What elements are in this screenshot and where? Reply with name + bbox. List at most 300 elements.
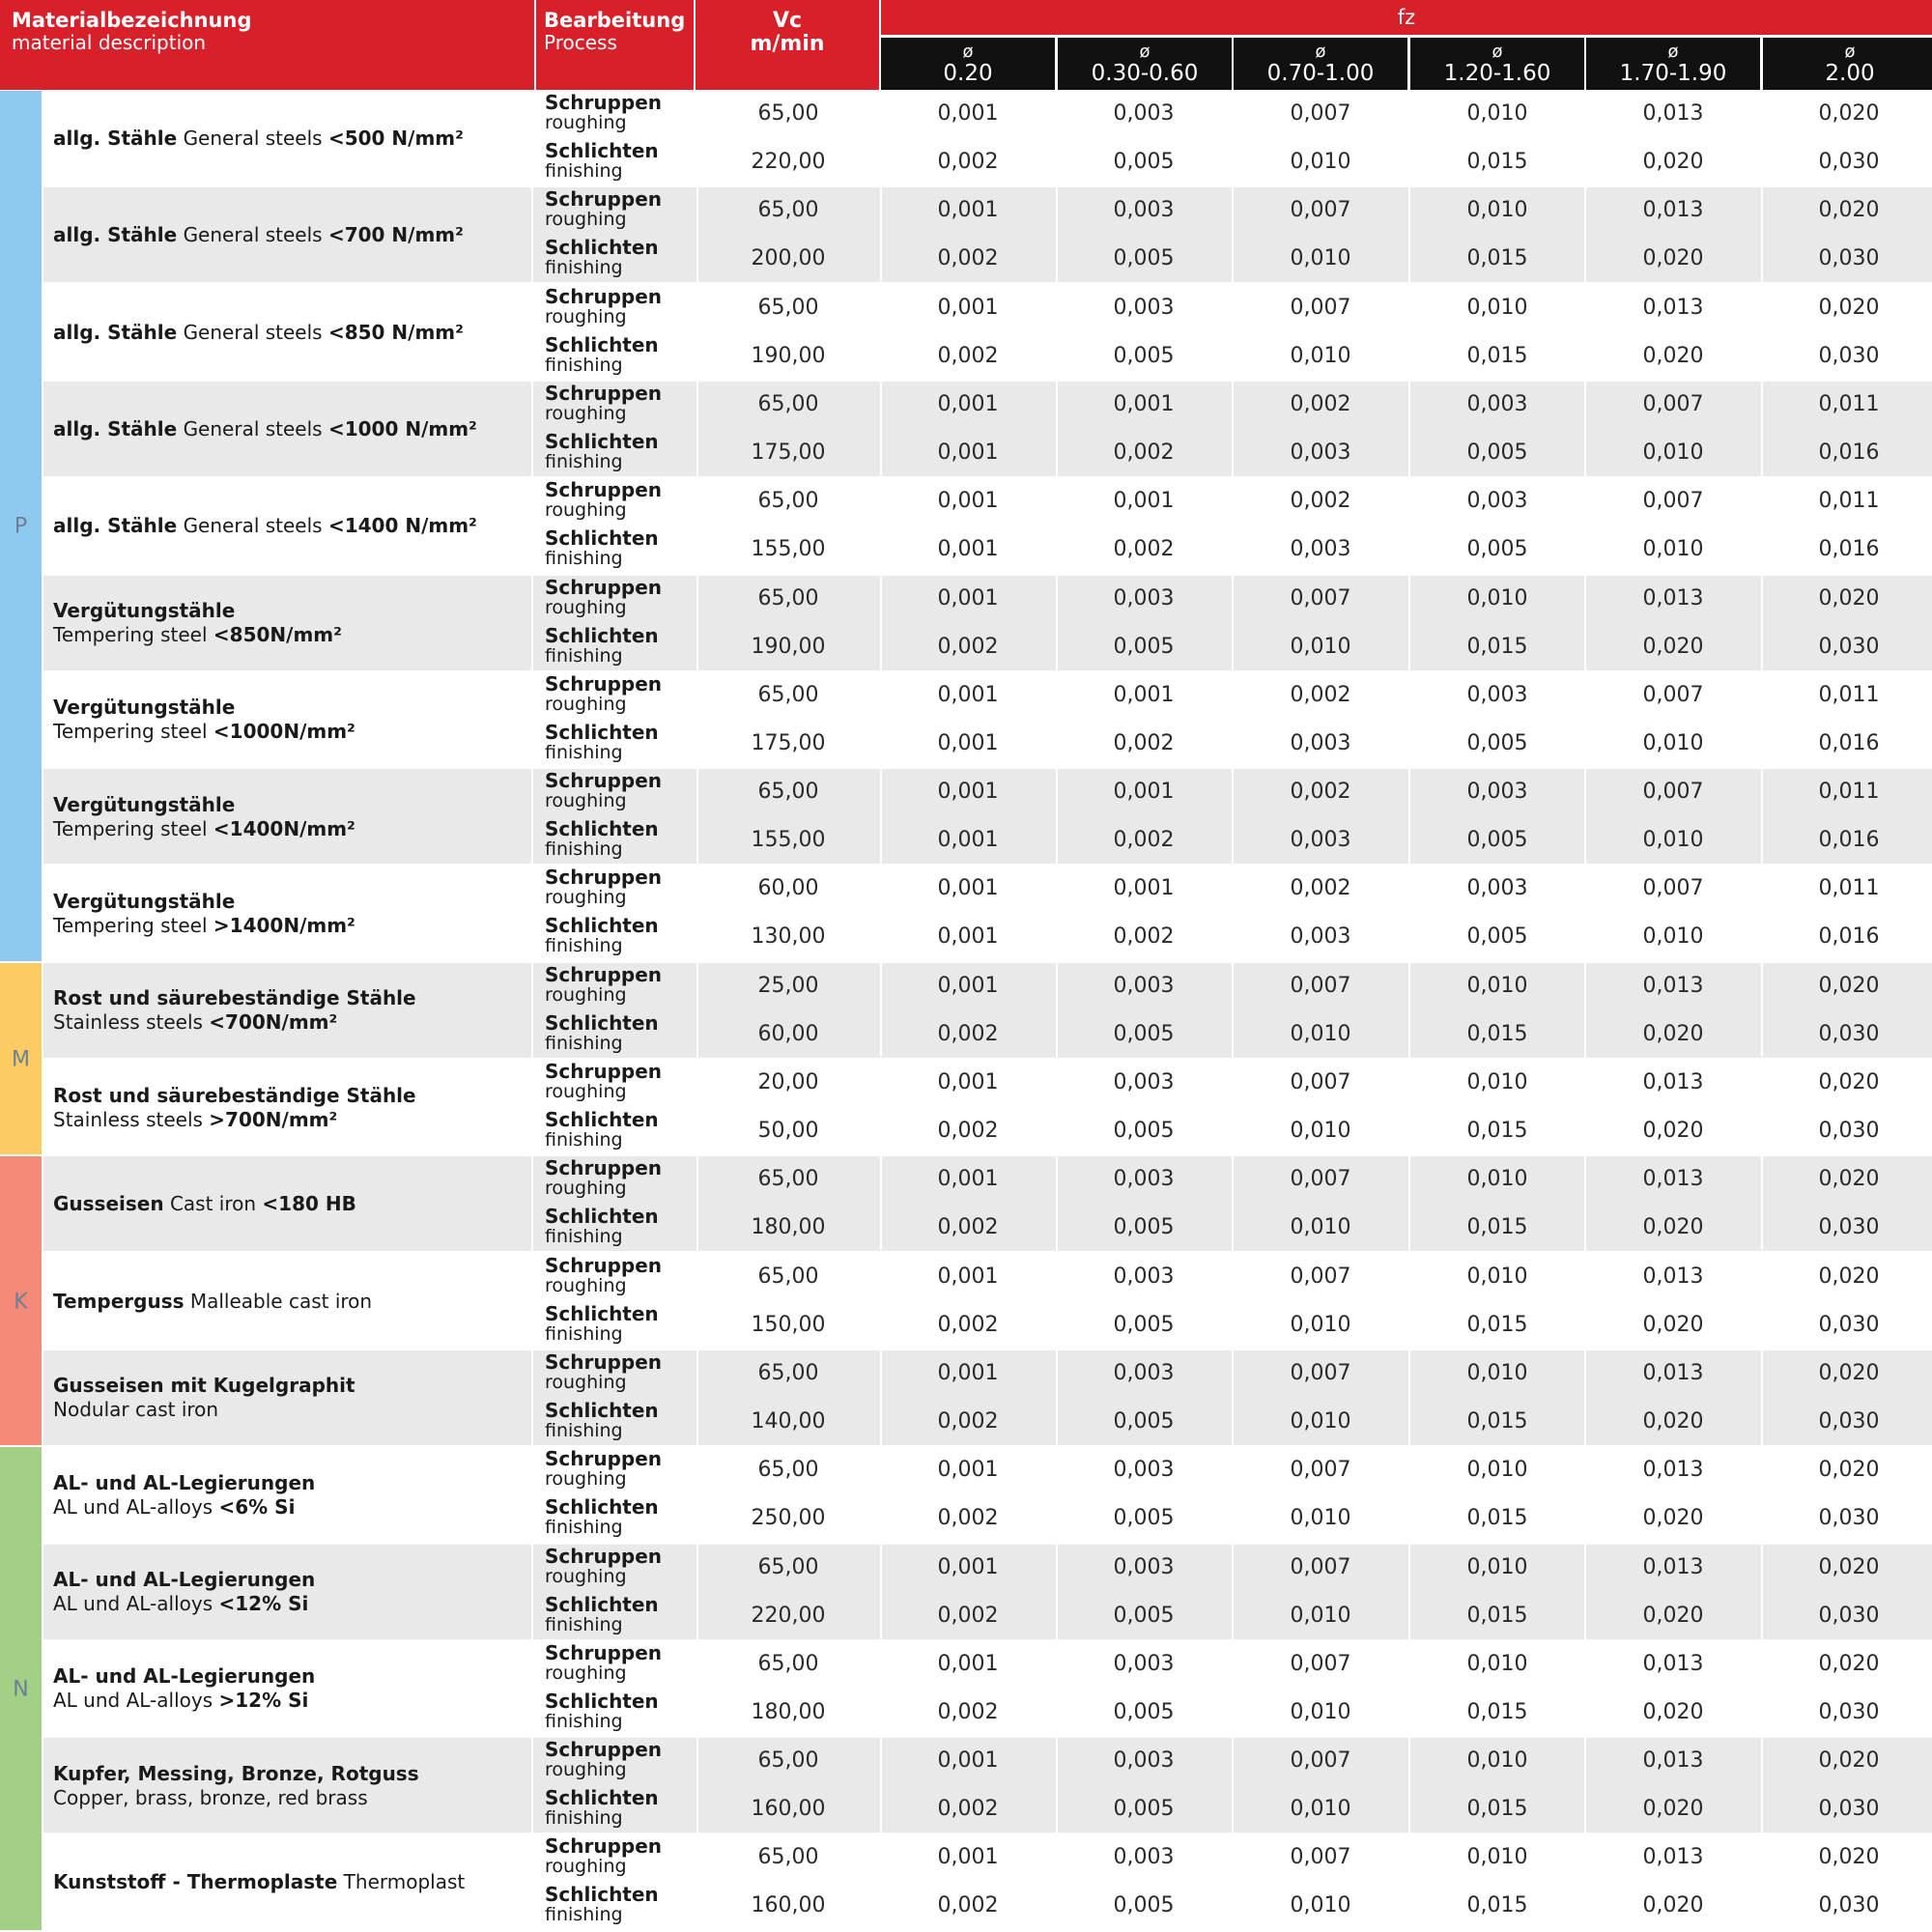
feed-value: 0,015 [1466, 1215, 1528, 1240]
feed-value: 0,015 [1466, 634, 1528, 659]
process-roughing [545, 575, 699, 618]
feed-value: 0,007 [1290, 1845, 1351, 1870]
material-spec: <180 HB [262, 1192, 356, 1216]
process-label-de: Schlichten [545, 720, 659, 744]
feed-value: 0,002 [1113, 924, 1175, 950]
feed-value: 0,003 [1466, 876, 1528, 901]
feed-value: 0,020 [1642, 246, 1704, 271]
feed-value: 0,003 [1113, 1748, 1175, 1774]
feed-value: 0,005 [1466, 828, 1528, 853]
feed-value: 0,002 [937, 1797, 999, 1822]
material-name-de: Kupfer, Messing, Bronze, Rotguss [53, 1761, 419, 1785]
process-roughing [545, 1449, 699, 1490]
column-divider [531, 963, 533, 1059]
feed-value: 0,015 [1466, 1506, 1528, 1531]
material-spec: <700N/mm² [209, 1010, 338, 1035]
material-name-de: allg. Stähle [53, 416, 178, 440]
header-process-en: Process [544, 31, 617, 54]
process-finishing [545, 528, 699, 569]
feed-value: 0,013 [1642, 1264, 1704, 1289]
diameter-symbol: ø [962, 42, 974, 62]
feed-value: 0,001 [937, 828, 999, 853]
feed-value: 0,001 [937, 1845, 999, 1870]
feed-value: 0,005 [1113, 1021, 1175, 1046]
material-group-label: M [12, 1047, 30, 1072]
diameter-value: 0.20 [943, 61, 993, 86]
process-label-en: roughing [545, 112, 627, 133]
column-divider [531, 576, 533, 671]
process-roughing [545, 189, 699, 230]
material-name-de: Vergütungstähle [53, 599, 236, 622]
material-name-en: General steels [183, 127, 323, 150]
feed-value: 0,020 [1642, 1603, 1704, 1628]
feed-value: 0,013 [1642, 1360, 1704, 1385]
feed-value: 0,030 [1818, 1893, 1880, 1918]
feed-value: 0,001 [937, 730, 999, 755]
process-label-en: roughing [545, 596, 627, 618]
feed-value: 0,010 [1642, 440, 1704, 465]
cutting-speed-value: 65,00 [757, 1264, 819, 1289]
material-name-en: AL und AL-alloys [53, 1494, 213, 1519]
feed-value: 0,002 [1113, 537, 1175, 562]
feed-value: 0,003 [1113, 1360, 1175, 1385]
feed-value: 0,003 [1466, 780, 1528, 805]
material-name-line [53, 1398, 531, 1422]
process-label-en: finishing [545, 1032, 623, 1054]
material-name-de: Gusseisen mit Kugelgraphit [53, 1374, 355, 1398]
column-divider [531, 1738, 533, 1833]
material-group-label: N [13, 1677, 29, 1702]
feed-value: 0,005 [1113, 634, 1175, 659]
feed-value: 0,002 [1290, 682, 1351, 707]
cutting-speed-value: 220,00 [751, 1603, 826, 1628]
feed-value: 0,002 [937, 150, 999, 174]
material-name-de: allg. Stähle [53, 514, 178, 538]
material-row [43, 1156, 1932, 1252]
feed-value: 0,007 [1290, 585, 1351, 611]
process-roughing [545, 1740, 699, 1780]
process-label-de: Schlichten [545, 1205, 659, 1229]
material-spec: <500 N/mm² [327, 127, 464, 150]
process-label-de: Schruppen [545, 1350, 663, 1374]
column-divider [531, 382, 533, 477]
material-name-en: Thermoplast [343, 1870, 466, 1894]
diameter-symbol: ø [1315, 42, 1326, 62]
process-label-de: Schlichten [545, 332, 659, 356]
material-description [43, 576, 531, 671]
process-label-en: roughing [545, 1178, 627, 1200]
process-roughing [545, 771, 699, 811]
diameter-header-cell [1763, 38, 1932, 90]
process-finishing [545, 1885, 699, 1925]
process-label-en: finishing [545, 257, 623, 279]
feed-value: 0,013 [1642, 973, 1704, 998]
material-name-de: allg. Stähle [53, 223, 178, 247]
material-spec: >12% Si [218, 1689, 309, 1713]
material-name-en: General steels [183, 320, 323, 344]
cutting-speed-value: 200,00 [751, 246, 826, 271]
feed-value: 0,002 [1290, 391, 1351, 416]
column-divider [531, 478, 533, 574]
process-roughing [545, 381, 699, 424]
material-name-en: Malleable cast iron [189, 1289, 373, 1313]
feed-value: 0,020 [1642, 1506, 1704, 1531]
cutting-speed-value: 65,00 [757, 585, 819, 611]
feed-value: 0,002 [1290, 780, 1351, 805]
process-finishing [545, 1497, 699, 1538]
feed-value: 0,010 [1290, 246, 1351, 271]
feed-value: 0,010 [1466, 1845, 1528, 1870]
feed-value: 0,030 [1818, 150, 1880, 174]
process-label-en: finishing [545, 1226, 623, 1248]
diameter-value: 1.70-1.90 [1619, 61, 1727, 86]
header-material [0, 0, 534, 90]
material-name-line [53, 1786, 531, 1810]
feed-value: 0,001 [937, 1748, 999, 1774]
feed-value: 0,007 [1290, 1167, 1351, 1192]
feed-value: 0,013 [1642, 1748, 1704, 1774]
feed-value: 0,010 [1466, 101, 1528, 126]
process-label-en: finishing [545, 644, 623, 667]
material-row [43, 91, 1932, 186]
material-name-line [53, 1762, 531, 1786]
process-label-en: roughing [545, 209, 627, 231]
feed-value: 0,007 [1290, 1264, 1351, 1289]
material-row [43, 672, 1932, 768]
material-row [43, 1545, 1932, 1640]
feed-value: 0,010 [1290, 1699, 1351, 1724]
feed-value: 0,020 [1818, 585, 1880, 611]
feed-value: 0,003 [1113, 1264, 1175, 1289]
process-label-en: finishing [545, 354, 623, 376]
feed-value: 0,007 [1642, 391, 1704, 416]
material-spec: <12% Si [218, 1592, 309, 1615]
feed-value: 0,010 [1466, 295, 1528, 320]
cutting-speed-value: 65,00 [757, 489, 819, 514]
process-label-en: roughing [545, 499, 627, 522]
process-label-de: Schlichten [545, 623, 659, 647]
feed-value: 0,020 [1642, 150, 1704, 174]
cutting-speed-value: 175,00 [751, 440, 826, 465]
feed-value: 0,003 [1113, 585, 1175, 611]
feed-value: 0,002 [937, 1893, 999, 1918]
process-label-de: Schlichten [545, 1592, 659, 1616]
process-label-en: roughing [545, 887, 627, 909]
material-name-de: Vergütungstähle [53, 792, 236, 816]
feed-value: 0,001 [937, 973, 999, 998]
feed-value: 0,010 [1290, 343, 1351, 368]
material-description [43, 1738, 531, 1833]
process-label-en: roughing [545, 790, 627, 812]
feed-value: 0,010 [1466, 1651, 1528, 1676]
process-label-en: roughing [545, 1081, 627, 1102]
process-roughing [545, 1640, 699, 1684]
process-label-de: Schlichten [545, 1495, 659, 1520]
feed-value: 0,007 [1290, 1651, 1351, 1676]
feed-value: 0,002 [1113, 440, 1175, 465]
process-label-de: Schlichten [545, 1398, 659, 1422]
feed-value: 0,007 [1642, 876, 1704, 901]
feed-value: 0,010 [1290, 1215, 1351, 1240]
material-description [43, 382, 531, 477]
material-name-de: AL- und AL-Legierungen [53, 1664, 316, 1689]
process-label-de: Schlichten [545, 1786, 659, 1810]
material-name-line [53, 1374, 531, 1398]
material-name-de: Gusseisen [53, 1192, 164, 1216]
material-spec: <1000N/mm² [213, 720, 355, 744]
material-name-line [53, 417, 531, 441]
column-divider [531, 91, 533, 186]
cutting-speed-value: 65,00 [757, 1748, 819, 1774]
feed-value: 0,010 [1290, 1119, 1351, 1143]
feed-value: 0,013 [1642, 1070, 1704, 1094]
feed-value: 0,010 [1642, 828, 1704, 853]
material-description [43, 1545, 531, 1640]
header-feed-per-tooth: fz [881, 0, 1932, 35]
material-name-line [53, 986, 531, 1010]
feed-value: 0,010 [1290, 1603, 1351, 1628]
material-description [43, 91, 531, 186]
column-divider [531, 1447, 533, 1543]
material-name-line [53, 817, 531, 841]
feed-value: 0,010 [1466, 1264, 1528, 1289]
feed-value: 0,010 [1290, 1506, 1351, 1531]
feed-value: 0,005 [1113, 1408, 1175, 1434]
feed-value: 0,013 [1642, 1167, 1704, 1192]
material-row [43, 1738, 1932, 1833]
feed-value: 0,002 [937, 1603, 999, 1628]
cutting-speed-value: 65,00 [757, 101, 819, 126]
feed-value: 0,020 [1818, 1360, 1880, 1385]
feed-value: 0,003 [1113, 1554, 1175, 1579]
cutting-speed-value: 65,00 [757, 391, 819, 416]
feed-value: 0,020 [1642, 343, 1704, 368]
cutting-speed-value: 150,00 [751, 1312, 826, 1337]
material-name-line [53, 599, 531, 623]
material-name-en: Tempering steel [53, 913, 208, 937]
material-name-line [53, 223, 531, 247]
feed-value: 0,007 [1290, 1748, 1351, 1774]
feed-value: 0,030 [1818, 1506, 1880, 1531]
process-label-en: finishing [545, 1129, 623, 1151]
feed-value: 0,001 [1113, 780, 1175, 805]
feed-value: 0,013 [1642, 1458, 1704, 1483]
material-spec: <1400N/mm² [213, 816, 355, 840]
material-group-bar [0, 91, 42, 961]
process-roughing [545, 1253, 699, 1296]
material-row [43, 382, 1932, 477]
process-finishing [545, 1301, 699, 1345]
feed-value: 0,003 [1466, 682, 1528, 707]
feed-value: 0,010 [1466, 1360, 1528, 1385]
diameter-symbol: ø [1844, 42, 1856, 62]
column-divider [531, 1254, 533, 1350]
diameter-header-cell [1410, 38, 1584, 90]
cutting-speed-value: 60,00 [757, 876, 819, 901]
process-label-en: finishing [545, 1807, 623, 1830]
feed-value: 0,002 [937, 1119, 999, 1143]
process-label-en: roughing [545, 1759, 627, 1781]
process-label-de: Schruppen [545, 478, 663, 502]
process-label-de: Schlichten [545, 1689, 659, 1713]
material-spec: <1000 N/mm² [327, 416, 477, 440]
process-finishing [545, 141, 699, 182]
process-finishing [545, 1398, 699, 1441]
feed-value: 0,020 [1818, 101, 1880, 126]
feed-value: 0,001 [937, 391, 999, 416]
header-process-de: Bearbeitung [544, 9, 686, 32]
feed-value: 0,013 [1642, 1651, 1704, 1676]
feed-value: 0,020 [1818, 295, 1880, 320]
process-label-de: Schruppen [545, 1544, 663, 1568]
cutting-speed-value: 130,00 [751, 924, 826, 950]
feed-value: 0,005 [1466, 730, 1528, 755]
feed-value: 0,010 [1642, 924, 1704, 950]
cutting-speed-value: 65,00 [757, 1167, 819, 1192]
material-description [43, 1447, 531, 1543]
diameter-symbol: ø [1667, 42, 1679, 62]
feed-value: 0,001 [937, 440, 999, 465]
material-description [43, 285, 531, 381]
material-row [43, 1447, 1932, 1543]
feed-value: 0,020 [1818, 1167, 1880, 1192]
feed-value: 0,003 [1113, 295, 1175, 320]
material-spec: <850N/mm² [213, 623, 342, 646]
process-label-de: Schruppen [545, 1060, 663, 1083]
process-label-en: finishing [545, 450, 623, 472]
feed-value: 0,001 [937, 1458, 999, 1483]
feed-value: 0,010 [1466, 585, 1528, 611]
process-label-de: Schruppen [545, 1447, 663, 1471]
feed-value: 0,003 [1113, 1070, 1175, 1094]
feed-value: 0,010 [1290, 150, 1351, 174]
material-name-en: Cast iron [169, 1192, 257, 1216]
feed-value: 0,005 [1466, 440, 1528, 465]
feed-value: 0,001 [937, 682, 999, 707]
cutting-speed-value: 250,00 [751, 1506, 826, 1531]
feed-value: 0,020 [1642, 1312, 1704, 1337]
material-name-line [53, 1084, 531, 1108]
process-roughing [545, 93, 699, 133]
cutting-speed-value: 155,00 [751, 537, 826, 562]
feed-value: 0,002 [1290, 489, 1351, 514]
feed-value: 0,002 [937, 1021, 999, 1046]
process-roughing [545, 480, 699, 521]
material-group-bar [0, 1156, 42, 1445]
feed-value: 0,030 [1818, 1603, 1880, 1628]
material-name-line [53, 890, 531, 914]
process-roughing [545, 1836, 699, 1877]
process-label-de: Schlichten [545, 526, 659, 551]
feed-value: 0,003 [1113, 101, 1175, 126]
feed-value: 0,001 [937, 1264, 999, 1289]
process-label-de: Schlichten [545, 1883, 659, 1907]
feed-value: 0,020 [1818, 1651, 1880, 1676]
process-label-en: finishing [545, 1517, 623, 1539]
process-finishing [545, 623, 699, 667]
column-divider [531, 1834, 533, 1930]
column-divider [531, 1545, 533, 1640]
cutting-speed-value: 190,00 [751, 634, 826, 659]
cutting-speed-value: 65,00 [757, 780, 819, 805]
feed-value: 0,030 [1818, 343, 1880, 368]
material-description [43, 1254, 531, 1350]
cutting-speed-value: 180,00 [751, 1699, 826, 1724]
feed-value: 0,001 [1113, 489, 1175, 514]
feed-value: 0,001 [937, 924, 999, 950]
feed-value: 0,030 [1818, 246, 1880, 271]
feed-value: 0,003 [1113, 1458, 1175, 1483]
feed-value: 0,002 [937, 634, 999, 659]
material-group-bar [0, 1447, 42, 1930]
process-label-en: finishing [545, 1322, 623, 1345]
feed-value: 0,001 [937, 1070, 999, 1094]
feed-value: 0,020 [1642, 634, 1704, 659]
feed-value: 0,003 [1290, 924, 1351, 950]
feed-value: 0,003 [1113, 973, 1175, 998]
material-row [43, 963, 1932, 1059]
process-label-de: Schruppen [545, 91, 663, 114]
feed-value: 0,007 [1290, 1360, 1351, 1385]
feed-value: 0,010 [1290, 1797, 1351, 1822]
process-label-de: Schruppen [545, 187, 663, 212]
process-finishing [545, 1691, 699, 1732]
process-label-de: Schlichten [545, 817, 659, 841]
feed-value: 0,020 [1818, 973, 1880, 998]
cutting-speed-value: 65,00 [757, 198, 819, 223]
feed-value: 0,010 [1466, 973, 1528, 998]
feed-value: 0,016 [1818, 924, 1880, 950]
material-name-line [53, 1010, 531, 1035]
material-group-label: P [14, 514, 28, 539]
material-name-de: Rost und säurebeständige Stähle [53, 1083, 416, 1107]
material-name-de: allg. Stähle [53, 320, 178, 344]
feed-value: 0,010 [1466, 1748, 1528, 1774]
material-name-line [53, 914, 531, 938]
process-label-de: Schruppen [545, 1156, 663, 1180]
cutting-speed-value: 65,00 [757, 295, 819, 320]
process-label-de: Schlichten [545, 139, 659, 162]
process-finishing [545, 1110, 699, 1151]
process-finishing [545, 1207, 699, 1247]
feed-value: 0,015 [1466, 1893, 1528, 1918]
process-finishing [545, 720, 699, 763]
material-name-line [53, 1870, 531, 1894]
material-row [43, 478, 1932, 574]
process-roughing [545, 284, 699, 327]
material-row [43, 866, 1932, 961]
material-description [43, 672, 531, 768]
feed-value: 0,007 [1290, 101, 1351, 126]
feed-value: 0,007 [1290, 1554, 1351, 1579]
process-finishing [545, 332, 699, 376]
diameter-symbol: ø [1492, 42, 1503, 62]
process-label-de: Schlichten [545, 1301, 659, 1325]
column-divider [531, 1350, 533, 1446]
process-label-en: roughing [545, 1274, 627, 1296]
diameter-header-cell [1058, 38, 1232, 90]
process-label-de: Schruppen [545, 1834, 663, 1859]
feed-value: 0,005 [1113, 150, 1175, 174]
diameter-header-cell [881, 38, 1055, 90]
material-name-line [53, 127, 531, 151]
material-description [43, 963, 531, 1059]
cutting-speed-value: 50,00 [757, 1119, 819, 1143]
process-label-en: finishing [545, 838, 623, 861]
feed-value: 0,005 [1113, 1119, 1175, 1143]
column-divider [531, 672, 533, 768]
material-name-de: Rost und säurebeständige Stähle [53, 986, 416, 1010]
